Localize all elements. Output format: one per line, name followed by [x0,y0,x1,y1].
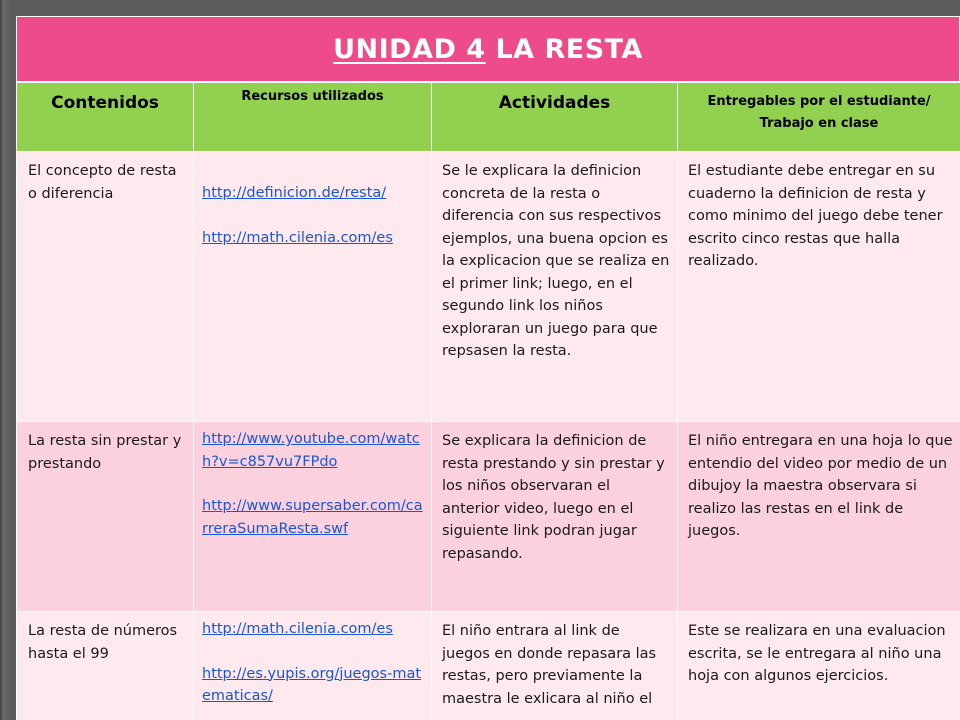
cell-actividad: El niño entrara al link de juegos en donde repasara las restas, pero previamente la maestra le exlicara al niño el [432,612,678,720]
header-contenidos: Contenidos [17,83,194,152]
unit-table [16,82,960,720]
table-header-row [17,83,960,152]
cell-recursos [194,422,432,612]
cell-entregable: Este se realizara en una evaluacion escrita, se le entregara al niño una hoja con algunos ejercicios. [678,612,960,720]
title-rest: LA RESTA [485,33,643,65]
title-prefix: UNIDAD 4 [333,33,486,65]
cell-entregable: El niño entregara en una hoja lo que entendio del video por medio de un dibujoy la maestra observara si realizo las restas en el link de juegos. [678,422,960,612]
resource-link[interactable]: http://definicion.de/resta/ [202,185,387,201]
resource-link[interactable]: http://math.cilenia.com/es [202,621,393,637]
table-row [17,422,960,612]
resource-link[interactable]: http://math.cilenia.com/es [202,229,393,246]
cell-contenido: El concepto de resta o diferencia [17,152,194,422]
resource-link[interactable]: http://es.yupis.org/juegos-matematicas/ [202,665,422,704]
table-row [17,152,960,422]
cell-recursos [194,612,432,720]
header-entregables: Entregables por el estudiante/ Trabajo en clase [678,83,960,152]
cell-entregable: El estudiante debe entregar en su cuaderno la definicion de resta y como minimo del juego debe tener escrito cinco restas que halla realizado. [678,152,960,422]
cell-contenido: La resta de números hasta el 99 [17,612,194,720]
resource-link[interactable]: http://www.supersaber.com/carreraSumaResta.swf [202,498,423,537]
table-row [17,612,960,720]
cell-contenido: La resta sin prestar y prestando [17,422,194,612]
page-title [333,34,643,65]
header-actividades: Actividades [432,83,678,152]
resource-link[interactable]: http://www.youtube.com/watch?v=c857vu7FPdo [202,431,420,470]
cell-actividad: Se le explicara la definicion concreta de la resta o diferencia con sus respectivos ejemplos, una buena opcion es la explicacion que se realiza en el primer link; luego, en el segundo link los niños exploraran un juego para que repsasen la resta. [432,152,678,422]
cell-recursos [194,152,432,422]
cell-actividad: Se explicara la definicion de resta prestando y sin prestar y los niños observaran el anterior video, luego en el siguiente link podran jugar repasando. [432,422,678,612]
title-bar [16,16,960,82]
content-frame [16,16,960,720]
header-recursos: Recursos utilizados [194,83,432,152]
